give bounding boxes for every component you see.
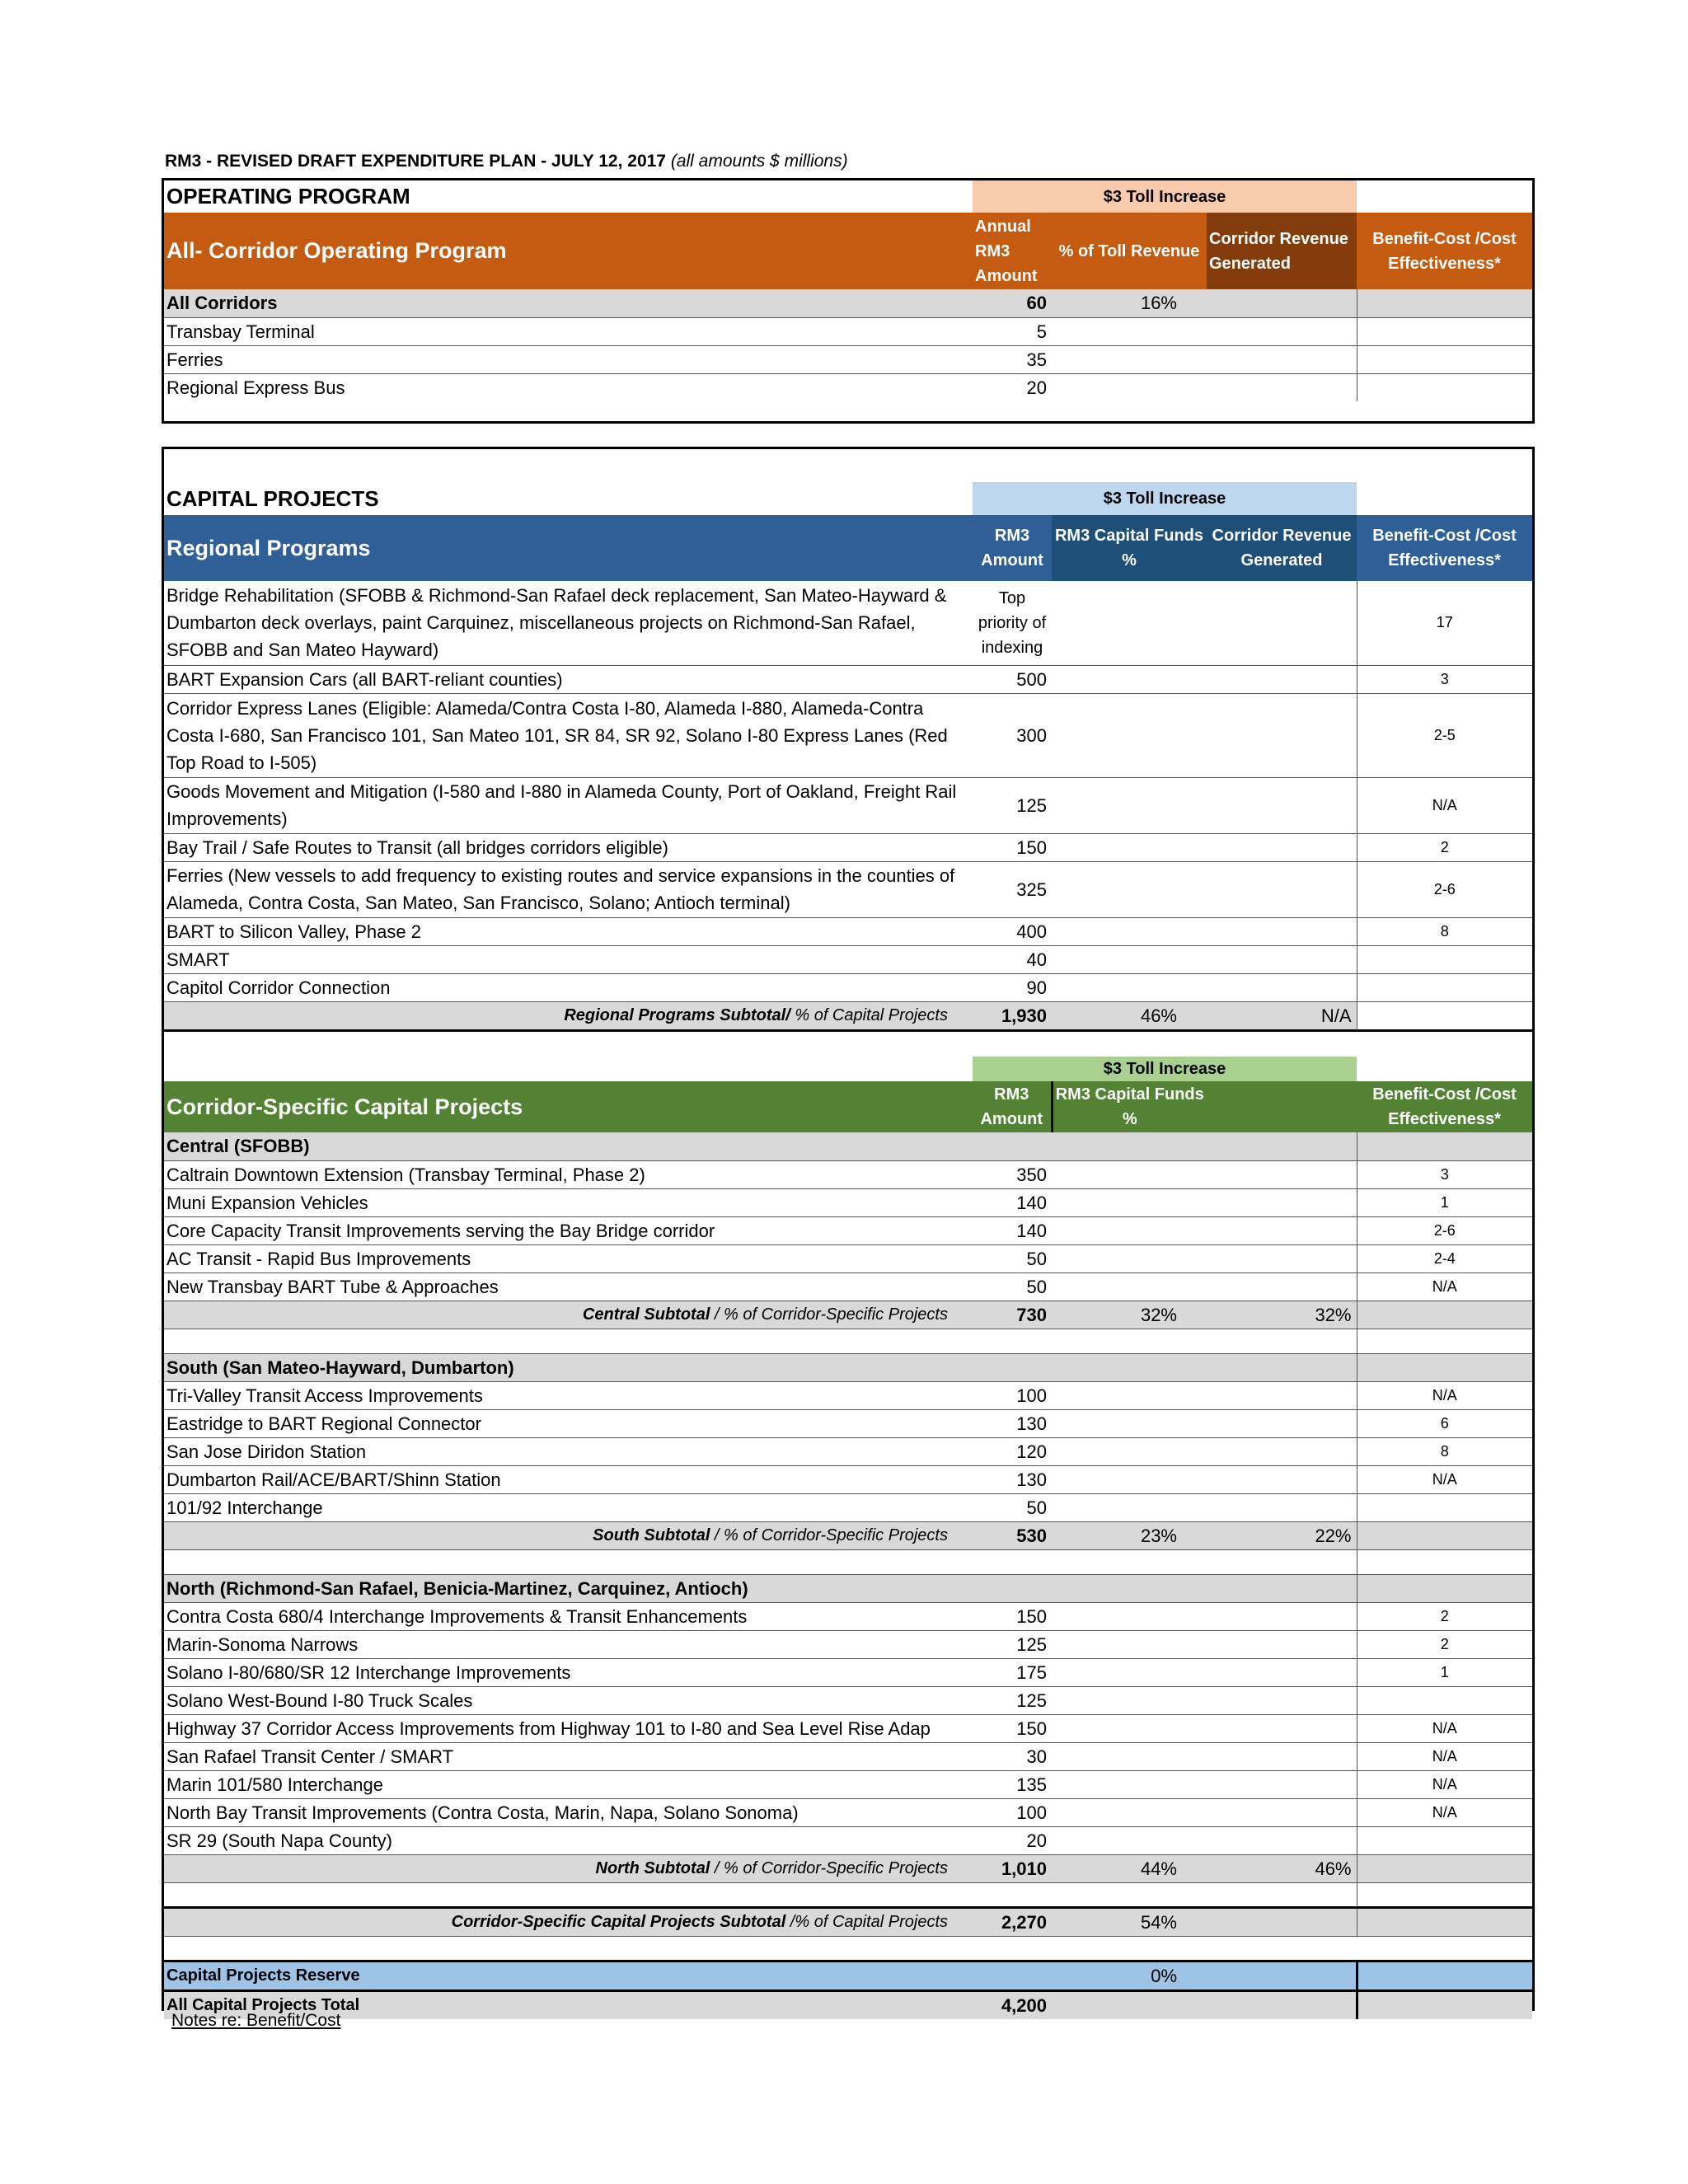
table-row: San Jose Diridon Station 120 8	[164, 1437, 1532, 1465]
table-row: Contra Costa 680/4 Interchange Improvements & Transit Enhancements 150 2	[164, 1602, 1532, 1630]
col-rm3-capital-funds: RM3 Capital Funds %	[1052, 515, 1207, 581]
table-row: 101/92 Interchange 50	[164, 1493, 1532, 1521]
table-row: Solano I-80/680/SR 12 Interchange Improvements 175 1	[164, 1658, 1532, 1686]
col-benefit-cost: Benefit-Cost /Cost Effectiveness*	[1357, 1081, 1532, 1132]
col-corridor-revenue: Corridor Revenue Generated	[1207, 515, 1357, 581]
operating-program-box	[162, 178, 1535, 424]
corridor-header-title: Corridor-Specific Capital Projects	[164, 1081, 973, 1132]
table-row: Highway 37 Corridor Access Improvements from Highway 101 to I-80 and Sea Level Rise Adap 150 N/A	[164, 1714, 1532, 1742]
table-row: All Corridors 60 16%	[164, 289, 1532, 317]
group-header-south: South (San Mateo-Hayward, Dumbarton)	[164, 1353, 1532, 1381]
capital-projects-box	[162, 447, 1535, 2016]
capital-projects-reserve-row: Capital Projects Reserve 0%	[164, 1961, 1532, 1990]
table-row: Transbay Terminal 5	[164, 317, 1532, 345]
table-row: Ferries (New vessels to add frequency to existing routes and service expansions in the counties of Alameda, Contra Costa, San Mateo, San Francisco, Solano; Antioch terminal) 325 2-6	[164, 861, 1532, 917]
operating-table	[164, 180, 1532, 401]
col-rm3-capital-funds: RM3 Capital Funds %	[1052, 1081, 1207, 1132]
col-corridor-revenue: Corridor Revenue Generated	[1207, 213, 1357, 289]
table-row: Ferries 35	[164, 345, 1532, 373]
table-row: SR 29 (South Napa County) 20	[164, 1826, 1532, 1854]
col-rm3-amount: RM3 Amount	[973, 515, 1052, 581]
table-row: Dumbarton Rail/ACE/BART/Shinn Station 130 N/A	[164, 1465, 1532, 1493]
north-subtotal-row: North Subtotal / % of Corridor-Specific Projects 1,010 44% 46%	[164, 1854, 1532, 1882]
table-row: BART to Silicon Valley, Phase 2 400 8	[164, 917, 1532, 945]
table-row: Bridge Rehabilitation (SFOBB & Richmond-San Rafael deck replacement, San Mateo-Hayward & Dumbarton deck overlays, paint Carquinez, miscellaneous projects on Richmond-San Rafael, SFOBB and San Mateo Hayward) Top priority of indexing 17	[164, 581, 1532, 665]
operating-header-title: All- Corridor Operating Program	[164, 213, 973, 289]
table-row: Eastridge to BART Regional Connector 130 6	[164, 1409, 1532, 1437]
table-row: Muni Expansion Vehicles 140 1	[164, 1188, 1532, 1216]
table-row: Capitol Corridor Connection 90	[164, 973, 1532, 1001]
col-rm3-amount: RM3 Amount	[973, 1081, 1052, 1132]
col-benefit-cost: Benefit-Cost /Cost Effectiveness*	[1357, 515, 1532, 581]
table-row: Marin-Sonoma Narrows 125 2	[164, 1630, 1532, 1658]
central-subtotal-row: Central Subtotal / % of Corridor-Specific Projects 730 32% 32%	[164, 1301, 1532, 1329]
table-row: AC Transit - Rapid Bus Improvements 50 2-4	[164, 1244, 1532, 1272]
south-subtotal-row: South Subtotal / % of Corridor-Specific Projects 530 23% 22%	[164, 1521, 1532, 1549]
regional-header-title: Regional Programs	[164, 515, 973, 581]
group-header-north: North (Richmond-San Rafael, Benicia-Martinez, Carquinez, Antioch)	[164, 1574, 1532, 1602]
table-row: Corridor Express Lanes (Eligible: Alameda/Contra Costa I-80, Alameda I-880, Alameda-Contra Costa I-680, San Francisco 101, San Mateo 101, SR 84, SR 92, Solano I-80 Express Lanes (Red Top Road to I-505) 300 2-5	[164, 693, 1532, 777]
capital-table	[164, 449, 1532, 2019]
regional-subtotal-row: Regional Programs Subtotal/ % of Capital Projects 1,930 46% N/A	[164, 1001, 1532, 1030]
table-row: BART Expansion Cars (all BART-reliant counties) 500 3	[164, 665, 1532, 693]
table-row: San Rafael Transit Center / SMART 30 N/A	[164, 1742, 1532, 1770]
table-row: New Transbay BART Tube & Approaches 50 N/A	[164, 1272, 1532, 1301]
table-row: Solano West-Bound I-80 Truck Scales 125	[164, 1686, 1532, 1714]
operating-toll-label: $3 Toll Increase	[973, 180, 1357, 213]
capital-section-title: CAPITAL PROJECTS	[166, 486, 379, 511]
col-annual-amount: Annual RM3 Amount	[973, 213, 1052, 289]
table-row: North Bay Transit Improvements (Contra Costa, Marin, Napa, Solano Sonoma) 100 N/A	[164, 1798, 1532, 1826]
all-capital-projects-total-row: All Capital Projects Total 4,200	[164, 1990, 1532, 2019]
table-row: Marin 101/580 Interchange 135 N/A	[164, 1770, 1532, 1798]
notes-benefit-cost-link[interactable]: Notes re: Benefit/Cost	[171, 2011, 341, 2030]
corridor-specific-subtotal-row: Corridor-Specific Capital Projects Subtotal /% of Capital Projects 2,270 54%	[164, 1907, 1532, 1936]
table-row: SMART 40	[164, 945, 1532, 973]
col-benefit-cost: Benefit-Cost /Cost Effectiveness*	[1357, 213, 1532, 289]
col-pct-toll-revenue: % of Toll Revenue	[1052, 213, 1207, 289]
table-row: Bay Trail / Safe Routes to Transit (all bridges corridors eligible) 150 2	[164, 833, 1532, 861]
table-row: Goods Movement and Mitigation (I-580 and I-880 in Alameda County, Port of Oakland, Freight Rail Improvements) 125 N/A	[164, 777, 1532, 833]
group-header-central: Central (SFOBB)	[164, 1132, 1532, 1160]
table-row: Tri-Valley Transit Access Improvements 100 N/A	[164, 1381, 1532, 1409]
table-row: Regional Express Bus 20	[164, 373, 1532, 401]
page-title: RM3 - REVISED DRAFT EXPENDITURE PLAN - JULY 12, 2017 (all amounts $ millions)	[165, 152, 848, 171]
table-row: Core Capacity Transit Improvements serving the Bay Bridge corridor 140 2-6	[164, 1216, 1532, 1244]
regional-toll-label: $3 Toll Increase	[973, 482, 1357, 515]
corridor-toll-label: $3 Toll Increase	[973, 1057, 1357, 1081]
operating-section-title: OPERATING PROGRAM	[166, 184, 410, 209]
table-row: Caltrain Downtown Extension (Transbay Terminal, Phase 2) 350 3	[164, 1160, 1532, 1188]
